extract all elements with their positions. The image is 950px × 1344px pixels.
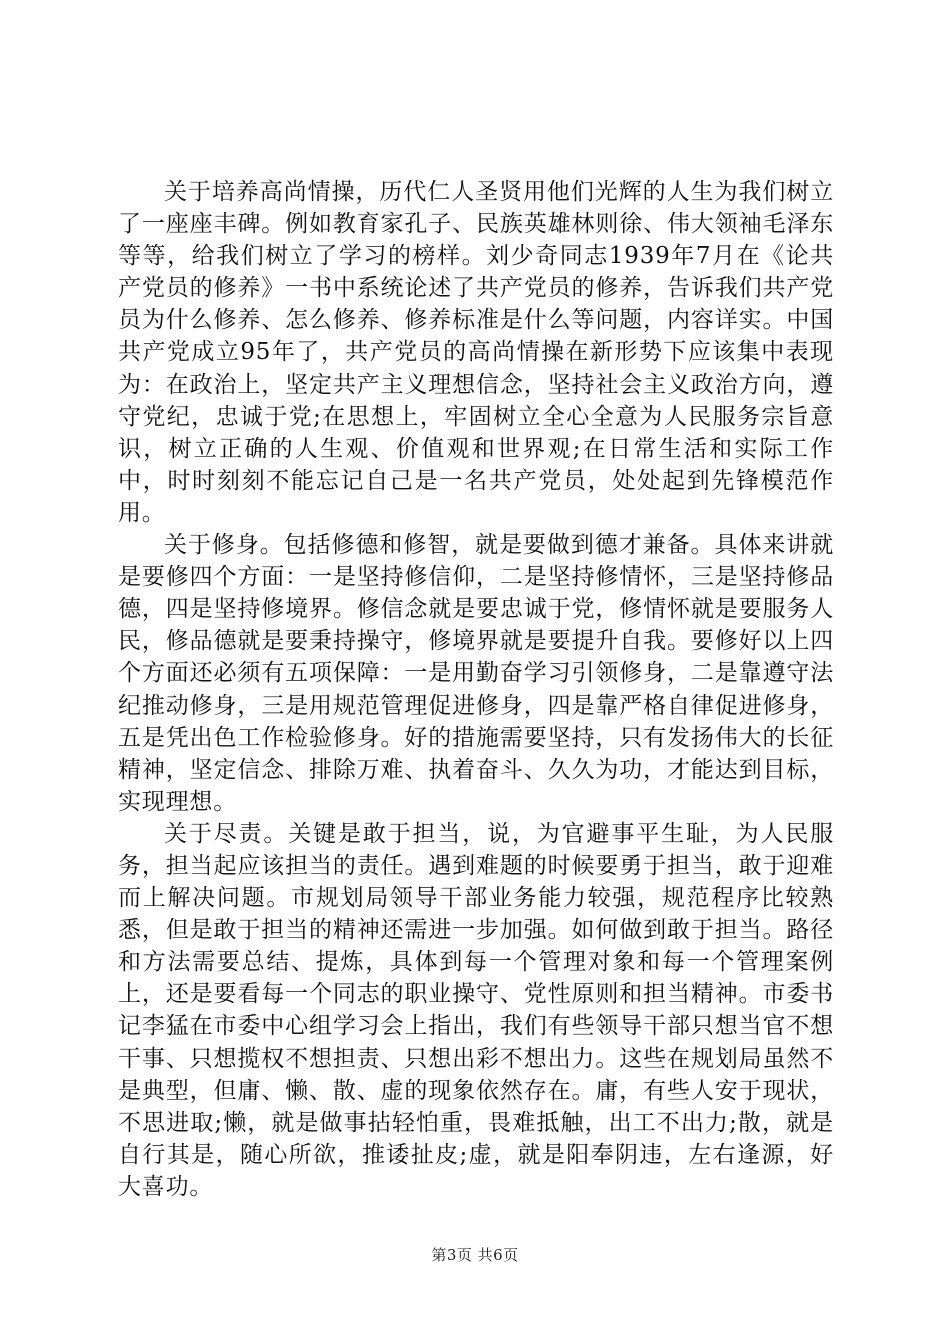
page-number-footer: 第3页 共6页	[431, 1246, 519, 1264]
paragraph-noble-sentiment: 关于培养高尚情操，历代仁人圣贤用他们光辉的人生为我们树立了一座座丰碑。例如教育家孔子、民族英雄林则徐、伟大领袖毛泽东等等，给我们树立了学习的榜样。刘少奇同志1939年7月在《论共产党员的修养》一书中系统论述了共产党员的修养，告诉我们共产党员为什么修养、怎么修养、修养标准是什么等问题，内容详实。中国共产党成立95年了，共产党员的高尚情操在新形势下应该集中表现为：在政治上，坚定共产主义理想信念，坚持社会主义政治方向，遵守党纪，忠诚于党;在思想上，牢固树立全心全意为人民服务宗旨意识，树立正确的人生观、价值观和世界观;在日常生活和实际工作中，时时刻刻不能忘记自己是一名共产党员，处处起到先锋模范作用。	[118, 179, 834, 526]
document-body	[118, 176, 834, 1203]
paragraph-responsibility: 关于尽责。关键是敢于担当，说，为官避事平生耻，为人民服务，担当起应该担当的责任。遇到难题的时候要勇于担当，敢于迎难而上解决问题。市规划局领导干部业务能力较强，规范程序比较熟悉，但是敢于担当的精神还需进一步加强。如何做到敢于担当。路径和方法需要总结、提炼，具体到每一个管理对象和每一个管理案例上，还是要看每一个同志的职业操守、党性原则和担当精神。市委书记李猛在市委中心组学习会上指出，我们有些领导干部只想当官不想干事、只想揽权不想担责、只想出彩不想出力。这些在规划局虽然不是典型，但庸、懒、散、虚的现象依然存在。庸，有些人安于现状，不思进取;懒，就是做事拈轻怕重，畏难抵触，出工不出力;散，就是自行其是，随心所欲，推诿扯皮;虚，就是阳奉阴违，左右逢源，好大喜功。	[118, 820, 834, 1200]
paragraph-self-cultivation: 关于修身。包括修德和修智，就是要做到德才兼备。具体来讲就是要修四个方面：一是坚持修信仰，二是坚持修情怀，三是坚持修品德，四是坚持修境界。修信念就是要忠诚于党，修情怀就是要服务人民，修品德就是要秉持操守，修境界就是要提升自我。要修好以上四个方面还必须有五项保障：一是用勤奋学习引领修身，二是靠遵守法纪推动修身，三是用规范管理促进修身，四是靠严格自律促进修身，五是凭出色工作检验修身。好的措施需要坚持，只有发扬伟大的长征精神，坚定信念、排除万难、执着奋斗、久久为功，才能达到目标，实现理想。	[118, 532, 834, 815]
